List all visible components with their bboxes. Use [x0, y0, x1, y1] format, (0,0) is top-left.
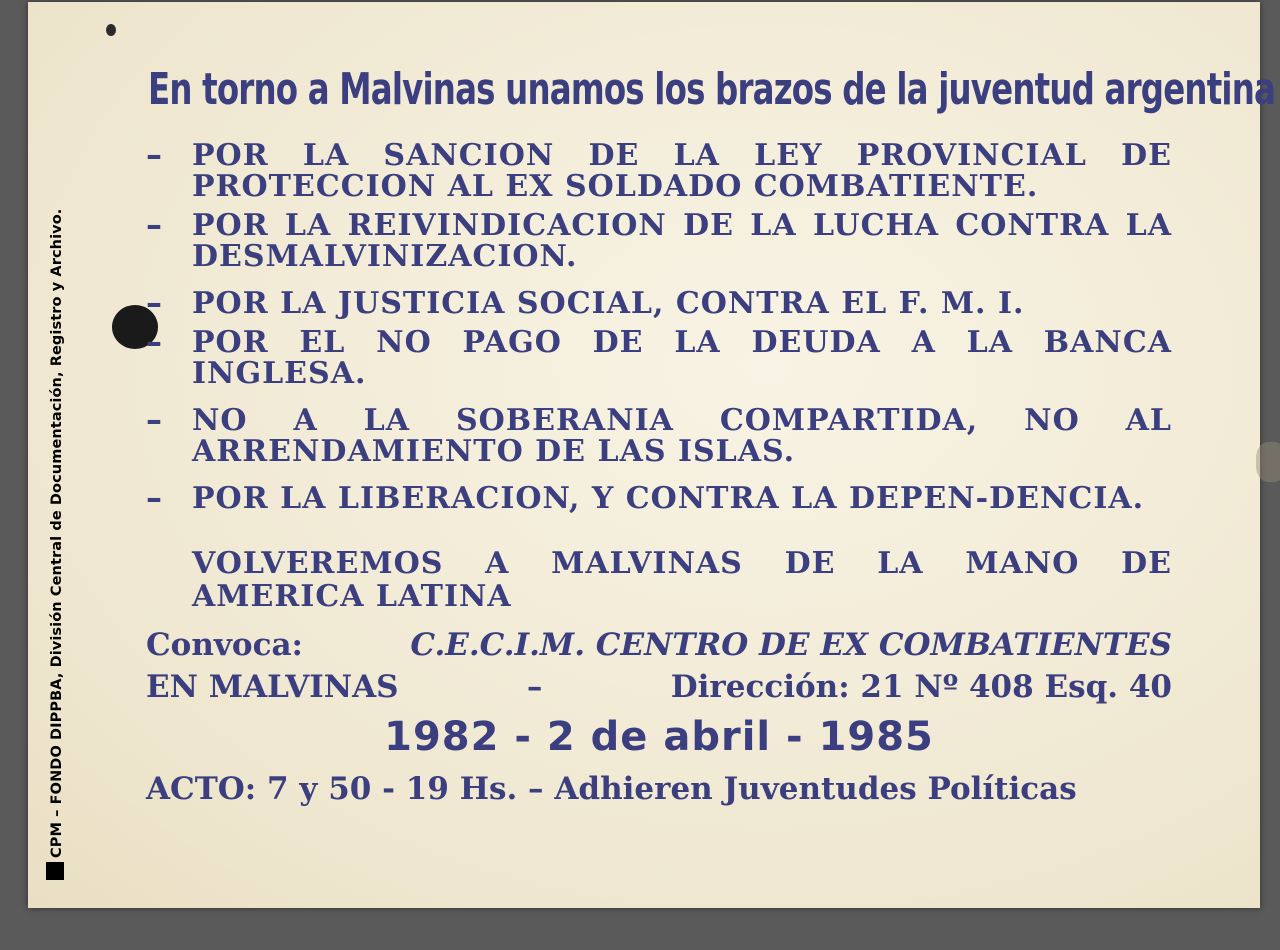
demand-text: POR LA LIBERACION, Y CONTRA LA DEPEN-DENCIA. — [192, 481, 1145, 516]
bullet-dash: – — [146, 136, 162, 174]
ink-dot — [106, 24, 116, 36]
paper-stain — [1256, 442, 1280, 482]
demand-text: POR EL NO PAGO DE LA DEUDA A LA BANCA INGLESA. — [192, 325, 1172, 391]
convoca-block — [146, 624, 1172, 708]
demand-text: POR LA SANCION DE LA LEY PROVINCIAL DE PROTECCION AL EX SOLDADO COMBATIENTE. — [192, 138, 1172, 204]
bullet-dash: – — [146, 284, 162, 322]
bullet-dash: – — [146, 323, 162, 361]
address: Dirección: 21 Nº 408 Esq. 40 — [670, 669, 1172, 705]
bullet-dash: – — [146, 206, 162, 244]
organization-name: C.E.C.I.M. CENTRO DE EX COMBATIENTES — [410, 627, 1172, 663]
archive-stamp-text: CPM – FONDO DIPPBA, División Central de Documentación, Registro y Archivo. — [49, 208, 65, 858]
demand-item — [146, 136, 1172, 204]
acto-line: ACTO: 7 y 50 - 19 Hs. – Adhieren Juventudes Políticas — [146, 771, 1077, 807]
demand-item — [146, 284, 1172, 322]
separator-dash: – — [526, 669, 543, 705]
demand-item — [146, 206, 1172, 274]
dates-line: 1982 - 2 de abril - 1985 — [384, 714, 934, 760]
archive-stamp — [46, 209, 65, 880]
stamp-square-icon — [46, 862, 64, 880]
demand-item — [146, 401, 1172, 469]
organization-name-cont: EN MALVINAS — [146, 669, 399, 705]
demand-text: POR LA JUSTICIA SOCIAL, CONTRA EL F. M. I. — [192, 286, 1025, 321]
convoca-line-1 — [146, 624, 1172, 666]
demand-item — [146, 479, 1172, 517]
convoca-line-2 — [146, 666, 1172, 708]
demand-text: POR LA REIVINDICACION DE LA LUCHA CONTRA LA DESMALVINIZACION. — [192, 208, 1172, 274]
demands-list — [146, 136, 1172, 517]
demand-text: NO A LA SOBERANIA COMPARTIDA, NO AL ARRENDAMIENTO DE LAS ISLAS. — [192, 403, 1172, 469]
convoca-label: Convoca: — [146, 627, 303, 663]
headline: En torno a Malvinas unamos los brazos de la juventud argentina — [148, 64, 1276, 115]
demand-item — [146, 323, 1172, 391]
closing-slogan: VOLVEREMOS A MALVINAS DE LA MANO DE AMERICA LATINA — [192, 546, 1172, 614]
bullet-dash: – — [146, 479, 162, 517]
bullet-dash: – — [146, 401, 162, 439]
